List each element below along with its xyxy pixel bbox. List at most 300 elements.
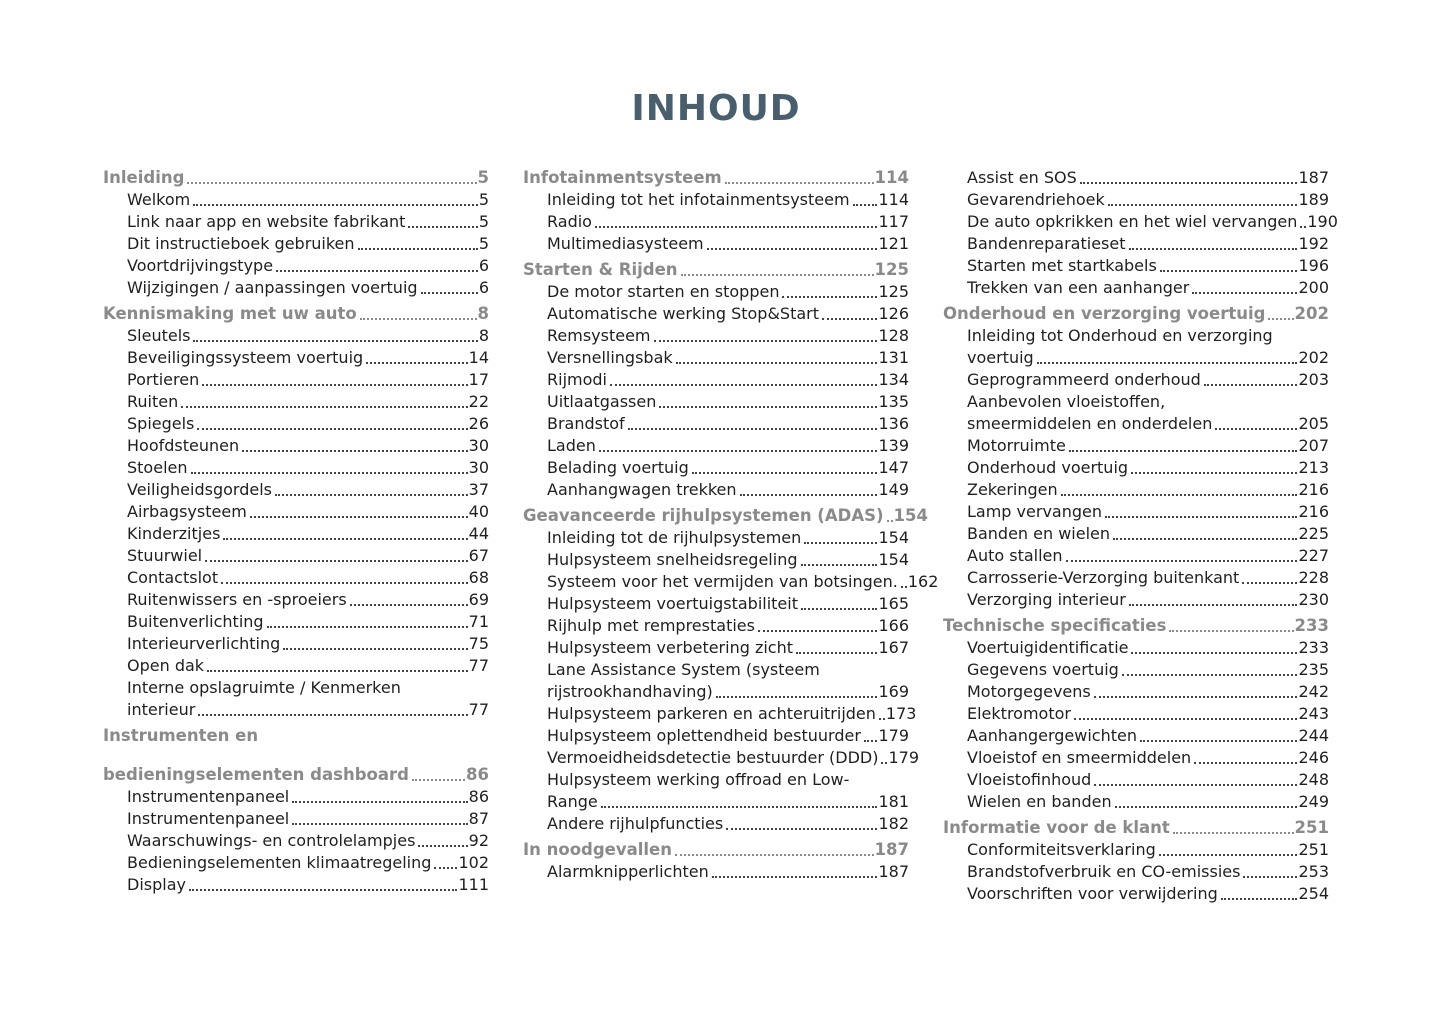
- toc-entry[interactable]: [943, 435, 1329, 457]
- toc-page-number: 196: [1298, 256, 1329, 275]
- toc-entry-title: Inleiding tot de rijhulpsystemen: [547, 528, 802, 547]
- toc-entry-title: Vloeistofinhoud: [967, 770, 1092, 789]
- toc-section-heading[interactable]: [943, 817, 1329, 839]
- toc-entry[interactable]: [943, 523, 1329, 545]
- toc-entry-title: Kinderzitjes: [127, 524, 221, 543]
- toc-page-number: 114: [878, 190, 909, 209]
- toc-page-number: 71: [468, 612, 489, 631]
- toc-entry[interactable]: [523, 703, 917, 725]
- toc-entry[interactable]: [103, 255, 489, 277]
- toc-entry-title: Interne opslagruimte / Kenmerken: [127, 678, 401, 697]
- dot-leader: [1061, 494, 1298, 496]
- toc-section-heading[interactable]: [523, 505, 928, 527]
- dot-leader: [181, 406, 467, 408]
- toc-page-number: 30: [468, 458, 489, 477]
- toc-entry[interactable]: [103, 611, 489, 633]
- toc-page-number: 37: [468, 480, 489, 499]
- dot-leader: [681, 274, 874, 276]
- toc-entry-title: Vermoeidheidsdetectie bestuurder (DDD): [547, 748, 879, 767]
- toc-entry-title: Technische specificaties: [943, 616, 1167, 635]
- dot-leader: [901, 586, 907, 588]
- toc-entry[interactable]: [523, 233, 909, 255]
- toc-entry[interactable]: [103, 633, 489, 655]
- toc-entry[interactable]: [523, 457, 909, 479]
- toc-page-number: 169: [878, 682, 909, 701]
- toc-page-number: 26: [468, 414, 489, 433]
- toc-entry-title: Interieurverlichting: [127, 634, 281, 653]
- toc-section-heading[interactable]: [523, 259, 909, 281]
- toc-section-heading[interactable]: [943, 303, 1329, 325]
- dot-leader: [853, 204, 878, 206]
- toc-entry[interactable]: [943, 545, 1329, 567]
- toc-page-number: 189: [1298, 190, 1329, 209]
- toc-page-number: 162: [907, 572, 939, 591]
- toc-entry[interactable]: [523, 637, 909, 659]
- toc-entry[interactable]: [103, 501, 489, 523]
- toc-entry[interactable]: [943, 391, 1329, 413]
- toc-entry[interactable]: [103, 211, 489, 233]
- toc-entry[interactable]: [523, 593, 909, 615]
- toc-entry[interactable]: [103, 786, 489, 808]
- toc-page-number: 154: [878, 550, 909, 569]
- toc-entry[interactable]: [103, 874, 489, 896]
- toc-entry-title: Lamp vervangen: [967, 502, 1102, 521]
- toc-entry[interactable]: [103, 808, 489, 830]
- toc-entry-title: Voortdrijvingstype: [127, 256, 274, 275]
- dot-leader: [408, 226, 477, 228]
- toc-page-number: 173: [885, 704, 917, 723]
- toc-page-number: 67: [468, 546, 489, 565]
- toc-entry-title: Onderhoud en verzorging voertuig: [943, 304, 1266, 323]
- toc-entry-title: Vloeistof en smeermiddelen: [967, 748, 1192, 767]
- toc-entry[interactable]: [943, 703, 1329, 725]
- toc-page-number: 246: [1298, 748, 1329, 767]
- toc-page-number: 154: [893, 506, 928, 525]
- toc-entry-title: Geprogrammeerd onderhoud: [967, 370, 1201, 389]
- toc-entry-title: Onderhoud voertuig: [967, 458, 1129, 477]
- dot-leader: [1242, 582, 1297, 584]
- toc-entry-title: Multimediasysteem: [547, 234, 704, 253]
- toc-section-heading[interactable]: [103, 303, 489, 325]
- dot-leader: [1113, 538, 1297, 540]
- toc-entry[interactable]: [943, 413, 1329, 435]
- toc-page-number: 248: [1298, 770, 1329, 789]
- toc-entry[interactable]: [523, 211, 909, 233]
- toc-page-number: 203: [1298, 370, 1329, 389]
- toc-entry-title: Brandstof: [547, 414, 625, 433]
- toc-page-number: 117: [878, 212, 909, 231]
- dot-leader: [418, 845, 467, 847]
- toc-entry[interactable]: [523, 281, 909, 303]
- toc-entry-title: Carrosserie-Verzorging buitenkant: [967, 568, 1240, 587]
- toc-entry-title: Beveiligingssysteem voertuig: [127, 348, 364, 367]
- dot-leader: [1037, 362, 1298, 364]
- toc-entry[interactable]: [943, 681, 1329, 703]
- toc-entry-title: bedieningselementen dashboard: [103, 765, 409, 784]
- toc-section-heading[interactable]: [943, 615, 1329, 637]
- toc-page-number: 30: [468, 436, 489, 455]
- toc-entry[interactable]: [943, 501, 1329, 523]
- toc-page-number: 5: [478, 190, 489, 209]
- dot-leader: [725, 182, 874, 184]
- toc-page-number: 87: [468, 809, 489, 828]
- toc-entry[interactable]: [523, 347, 909, 369]
- toc-page-number: 207: [1298, 436, 1329, 455]
- toc-entry-title: Radio: [547, 212, 592, 231]
- dot-leader: [599, 450, 878, 452]
- toc-entry-title: Buitenverlichting: [127, 612, 264, 631]
- toc-entry-title: Inleiding tot Onderhoud en verzorging: [967, 326, 1273, 345]
- toc-entry-title: Spiegels: [127, 414, 195, 433]
- toc-page-number: 134: [878, 370, 909, 389]
- toc-entry[interactable]: [943, 839, 1329, 861]
- dot-leader: [283, 648, 467, 650]
- dot-leader: [1160, 270, 1298, 272]
- toc-section-heading[interactable]: [103, 167, 489, 189]
- toc-page-number: 230: [1298, 590, 1329, 609]
- toc-entry[interactable]: [523, 527, 909, 549]
- toc-entry-title: Inleiding tot het infotainmentsysteem: [547, 190, 850, 209]
- toc-entry[interactable]: [943, 769, 1329, 791]
- toc-entry-title: Conformiteitsverklaring: [967, 840, 1156, 859]
- toc-entry[interactable]: [103, 655, 489, 677]
- toc-entry-title: Range: [547, 792, 598, 811]
- dot-leader: [250, 516, 468, 518]
- dot-leader: [202, 384, 467, 386]
- toc-page-number: 125: [878, 282, 909, 301]
- dot-leader: [610, 384, 877, 386]
- toc-entry-title: Gegevens voertuig: [967, 660, 1119, 679]
- toc-entry[interactable]: [943, 233, 1329, 255]
- toc-entry[interactable]: [103, 277, 489, 299]
- toc-entry[interactable]: [943, 659, 1329, 681]
- toc-section-heading[interactable]: [103, 725, 489, 747]
- toc-entry[interactable]: [103, 479, 489, 501]
- toc-entry[interactable]: [523, 325, 909, 347]
- toc-entry-title: Motorruimte: [967, 436, 1066, 455]
- toc-entry-title: Hulpsysteem snelheidsregeling: [547, 550, 798, 569]
- toc-entry-title: Trekken van een aanhanger: [967, 278, 1190, 297]
- toc-entry[interactable]: [103, 567, 489, 589]
- dot-leader: [1129, 248, 1298, 250]
- toc-entry-title: In noodgevallen: [523, 840, 672, 859]
- toc-entry[interactable]: [523, 479, 909, 501]
- toc-entry-title: Aanhangwagen trekken: [547, 480, 737, 499]
- toc-entry[interactable]: [103, 435, 489, 457]
- toc-entry[interactable]: [943, 637, 1329, 659]
- toc-entry-title: Zekeringen: [967, 480, 1058, 499]
- toc-entry[interactable]: [103, 189, 489, 211]
- dot-leader: [412, 779, 465, 781]
- toc-entry[interactable]: [943, 479, 1329, 501]
- toc-entry[interactable]: [523, 791, 909, 813]
- toc-entry[interactable]: [943, 725, 1329, 747]
- dot-leader: [242, 450, 468, 452]
- dot-leader: [366, 362, 467, 364]
- dot-leader: [197, 428, 467, 430]
- dot-leader: [421, 292, 478, 294]
- toc-entry[interactable]: [943, 883, 1329, 905]
- toc-entry-title: Ruiten: [127, 392, 179, 411]
- toc-entry[interactable]: [943, 189, 1329, 211]
- toc-page-number: 92: [468, 831, 489, 850]
- toc-page-number: 8: [478, 326, 489, 345]
- dot-leader: [276, 270, 478, 272]
- toc-page-number: 187: [878, 862, 909, 881]
- toc-page-number: 242: [1298, 682, 1329, 701]
- toc-entry[interactable]: [943, 325, 1329, 347]
- toc-entry-title: Dit instructieboek gebruiken: [127, 234, 355, 253]
- toc-entry-title: Informatie voor de klant: [943, 818, 1170, 837]
- toc-entry-title: Bedieningselementen klimaatregeling: [127, 853, 432, 872]
- toc-page-number: 179: [878, 726, 909, 745]
- toc-page-number: 243: [1298, 704, 1329, 723]
- toc-page-number: 8: [477, 304, 489, 323]
- toc-entry-title: rijstrookhandhaving): [547, 682, 713, 701]
- dot-leader: [676, 362, 878, 364]
- toc-section-heading[interactable]: [523, 839, 909, 861]
- toc-page-number: 187: [874, 840, 909, 859]
- dot-leader: [1069, 450, 1298, 452]
- toc-entry[interactable]: [523, 861, 909, 883]
- dot-leader: [692, 472, 878, 474]
- toc-page-number: 69: [468, 590, 489, 609]
- toc-page-number: 233: [1294, 616, 1329, 635]
- toc-entry-title: Instrumenten en: [103, 726, 259, 745]
- toc-entry-title: Alarmknipperlichten: [547, 862, 709, 881]
- dot-leader: [1221, 898, 1298, 900]
- toc-entry-title: Aanbevolen vloeistoffen,: [967, 392, 1166, 411]
- dot-leader: [864, 740, 878, 742]
- toc-entry-title: Bandenreparatieset: [967, 234, 1126, 253]
- toc-entry[interactable]: [103, 589, 489, 611]
- dot-leader: [1192, 292, 1297, 294]
- toc-page-number: 251: [1294, 818, 1329, 837]
- dot-leader: [758, 630, 877, 632]
- toc-entry-title: Lane Assistance System (systeem: [547, 660, 820, 679]
- toc-entry-title: Hulpsysteem verbetering zicht: [547, 638, 794, 657]
- toc-entry[interactable]: [943, 211, 1338, 233]
- toc-page-number: 202: [1294, 304, 1329, 323]
- toc-page-number: 22: [468, 392, 489, 411]
- toc-page-number: 244: [1298, 726, 1329, 745]
- toc-entry-title: Portieren: [127, 370, 200, 389]
- toc-entry[interactable]: [523, 681, 909, 703]
- toc-entry[interactable]: [523, 189, 909, 211]
- toc-entry[interactable]: [523, 369, 909, 391]
- dot-leader: [434, 867, 457, 869]
- toc-entry[interactable]: [523, 659, 909, 681]
- toc-entry[interactable]: [943, 567, 1329, 589]
- toc-entry-title: Rijmodi: [547, 370, 607, 389]
- toc-entry-title: Instrumentenpaneel: [127, 787, 290, 806]
- dot-leader: [1080, 182, 1298, 184]
- toc-page-number: 68: [468, 568, 489, 587]
- toc-page-number: 125: [874, 260, 909, 279]
- toc-entry-title: Hulpsysteem parkeren en achteruitrijden: [547, 704, 876, 723]
- dot-leader: [1194, 762, 1297, 764]
- toc-entry[interactable]: [103, 852, 489, 874]
- toc-page-number: 154: [878, 528, 909, 547]
- dot-leader: [1129, 604, 1298, 606]
- toc-entry-title: Systeem voor het vermijden van botsingen.: [547, 572, 898, 591]
- toc-entry[interactable]: [523, 435, 909, 457]
- toc-entry[interactable]: [523, 769, 909, 791]
- dot-leader: [675, 854, 874, 856]
- toc-page-number: 17: [468, 370, 489, 389]
- toc-page-number: 14: [468, 348, 489, 367]
- toc-entry[interactable]: [523, 725, 909, 747]
- toc-entry-title: Gevarendriehoek: [967, 190, 1105, 209]
- dot-leader: [659, 406, 877, 408]
- toc-page-number: 251: [1298, 840, 1329, 859]
- toc-entry[interactable]: [943, 277, 1329, 299]
- toc-entry[interactable]: [523, 571, 939, 593]
- dot-leader: [207, 670, 468, 672]
- dot-leader: [1173, 832, 1294, 834]
- toc-entry[interactable]: [103, 699, 489, 721]
- dot-leader: [198, 714, 467, 716]
- toc-entry-title: Auto stallen: [967, 546, 1063, 565]
- toc-entry[interactable]: [523, 303, 909, 325]
- dot-leader: [1140, 740, 1297, 742]
- dot-leader: [881, 762, 887, 764]
- toc-column-1: [103, 164, 489, 896]
- toc-entry[interactable]: [103, 413, 489, 435]
- toc-page-number: 111: [458, 875, 489, 894]
- dot-leader: [1105, 516, 1297, 518]
- dot-leader: [1243, 876, 1297, 878]
- toc-entry-title: Brandstofverbruik en CO-emissies: [967, 862, 1241, 881]
- toc-entry[interactable]: [103, 369, 489, 391]
- toc-entry-title: Sleutels: [127, 326, 191, 345]
- toc-entry[interactable]: [103, 457, 489, 479]
- toc-entry[interactable]: [943, 589, 1329, 611]
- toc-page-number: 77: [468, 700, 489, 719]
- toc-entry-title: Voorschriften voor verwijdering: [967, 884, 1218, 903]
- dot-leader: [187, 182, 476, 184]
- toc-entry[interactable]: [943, 457, 1329, 479]
- toc-page-number: 121: [878, 234, 909, 253]
- toc-entry-title: interieur: [127, 700, 196, 719]
- toc-entry[interactable]: [523, 813, 909, 835]
- toc-entry[interactable]: [103, 233, 489, 255]
- toc-page-number: 192: [1298, 234, 1329, 253]
- toc-entry-title: Display: [127, 875, 186, 894]
- toc-entry[interactable]: [943, 747, 1329, 769]
- dot-leader: [267, 626, 468, 628]
- dot-leader: [601, 806, 878, 808]
- dot-leader: [887, 520, 893, 522]
- toc-spacer: [103, 747, 489, 760]
- toc-page-number: 202: [1298, 348, 1329, 367]
- toc-page-number: 190: [1307, 212, 1338, 231]
- toc-page-number: 136: [878, 414, 909, 433]
- toc-page-number: 147: [878, 458, 909, 477]
- toc-entry[interactable]: [103, 325, 489, 347]
- toc-column-2: [523, 164, 939, 883]
- toc-page-number: 167: [878, 638, 909, 657]
- toc-entry[interactable]: [943, 167, 1329, 189]
- toc-entry[interactable]: [103, 391, 489, 413]
- toc-page-number: 6: [478, 256, 489, 275]
- toc-entry-title: Hulpsysteem oplettendheid bestuurder: [547, 726, 861, 745]
- toc-entry-title: Airbagsysteem: [127, 502, 247, 521]
- toc-page-number: 40: [468, 502, 489, 521]
- toc-entry[interactable]: [103, 347, 489, 369]
- toc-column-3: [943, 164, 1338, 905]
- toc-section-heading[interactable]: [103, 764, 489, 786]
- toc-entry-title: Infotainmentsysteem: [523, 168, 722, 187]
- toc-page-number: 181: [878, 792, 909, 811]
- toc-page-number: 86: [468, 787, 489, 806]
- toc-entry[interactable]: [523, 391, 909, 413]
- toc-entry-title: Kennismaking met uw auto: [103, 304, 357, 323]
- toc-page-number: 5: [478, 212, 489, 231]
- toc-entry[interactable]: [943, 861, 1329, 883]
- toc-page-number: 225: [1298, 524, 1329, 543]
- toc-entry[interactable]: [103, 545, 489, 567]
- toc-entry[interactable]: [103, 677, 489, 699]
- toc-entry[interactable]: [523, 747, 919, 769]
- toc-entry-title: Instrumentenpaneel: [127, 809, 290, 828]
- toc-page-number: 126: [878, 304, 909, 323]
- toc-entry-title: Starten & Rijden: [523, 260, 678, 279]
- toc-entry[interactable]: [523, 413, 909, 435]
- toc-entry-title: Ruitenwissers en -sproeiers: [127, 590, 347, 609]
- toc-entry-title: Starten met startkabels: [967, 256, 1157, 275]
- dot-leader: [707, 248, 878, 250]
- toc-page-number: 187: [1298, 168, 1329, 187]
- toc-entry-title: Assist en SOS: [967, 168, 1077, 187]
- toc-page-number: 131: [878, 348, 909, 367]
- toc-entry[interactable]: [943, 255, 1329, 277]
- toc-entry-title: Waarschuwings- en controlelampjes: [127, 831, 416, 850]
- toc-entry-title: Wielen en banden: [967, 792, 1112, 811]
- toc-entry-title: Hulpsysteem werking offroad en Low-: [547, 770, 850, 789]
- dot-leader: [801, 564, 878, 566]
- toc-page-number: 149: [878, 480, 909, 499]
- toc-section-heading[interactable]: [523, 167, 909, 189]
- toc-page-number: 102: [458, 853, 489, 872]
- toc-page-number: 6: [478, 278, 489, 297]
- toc-page-number: 216: [1298, 480, 1329, 499]
- toc-entry[interactable]: [943, 347, 1329, 369]
- toc-entry[interactable]: [943, 369, 1329, 391]
- toc-entry-title: De motor starten en stoppen: [547, 282, 780, 301]
- toc-entry[interactable]: [103, 523, 489, 545]
- dot-leader: [191, 472, 468, 474]
- toc-entry-title: Contactslot: [127, 568, 219, 587]
- toc-entry-title: Elektromotor: [967, 704, 1071, 723]
- toc-entry-title: Belading voertuig: [547, 458, 689, 477]
- toc-page-number: 227: [1298, 546, 1329, 565]
- toc-entry-title: Automatische werking Stop&Start: [547, 304, 819, 323]
- dot-leader: [726, 828, 877, 830]
- toc-entry[interactable]: [523, 549, 909, 571]
- toc-page-number: 249: [1298, 792, 1329, 811]
- toc-page-number: 253: [1298, 862, 1329, 881]
- dot-leader: [804, 542, 877, 544]
- dot-leader: [350, 604, 468, 606]
- toc-entry[interactable]: [943, 791, 1329, 813]
- dot-leader: [1122, 674, 1298, 676]
- toc-entry[interactable]: [103, 830, 489, 852]
- toc-entry[interactable]: [523, 615, 909, 637]
- toc-page-number: 182: [878, 814, 909, 833]
- toc-page-number: 128: [878, 326, 909, 345]
- toc-entry-title: De auto opkrikken en het wiel vervangen: [967, 212, 1298, 231]
